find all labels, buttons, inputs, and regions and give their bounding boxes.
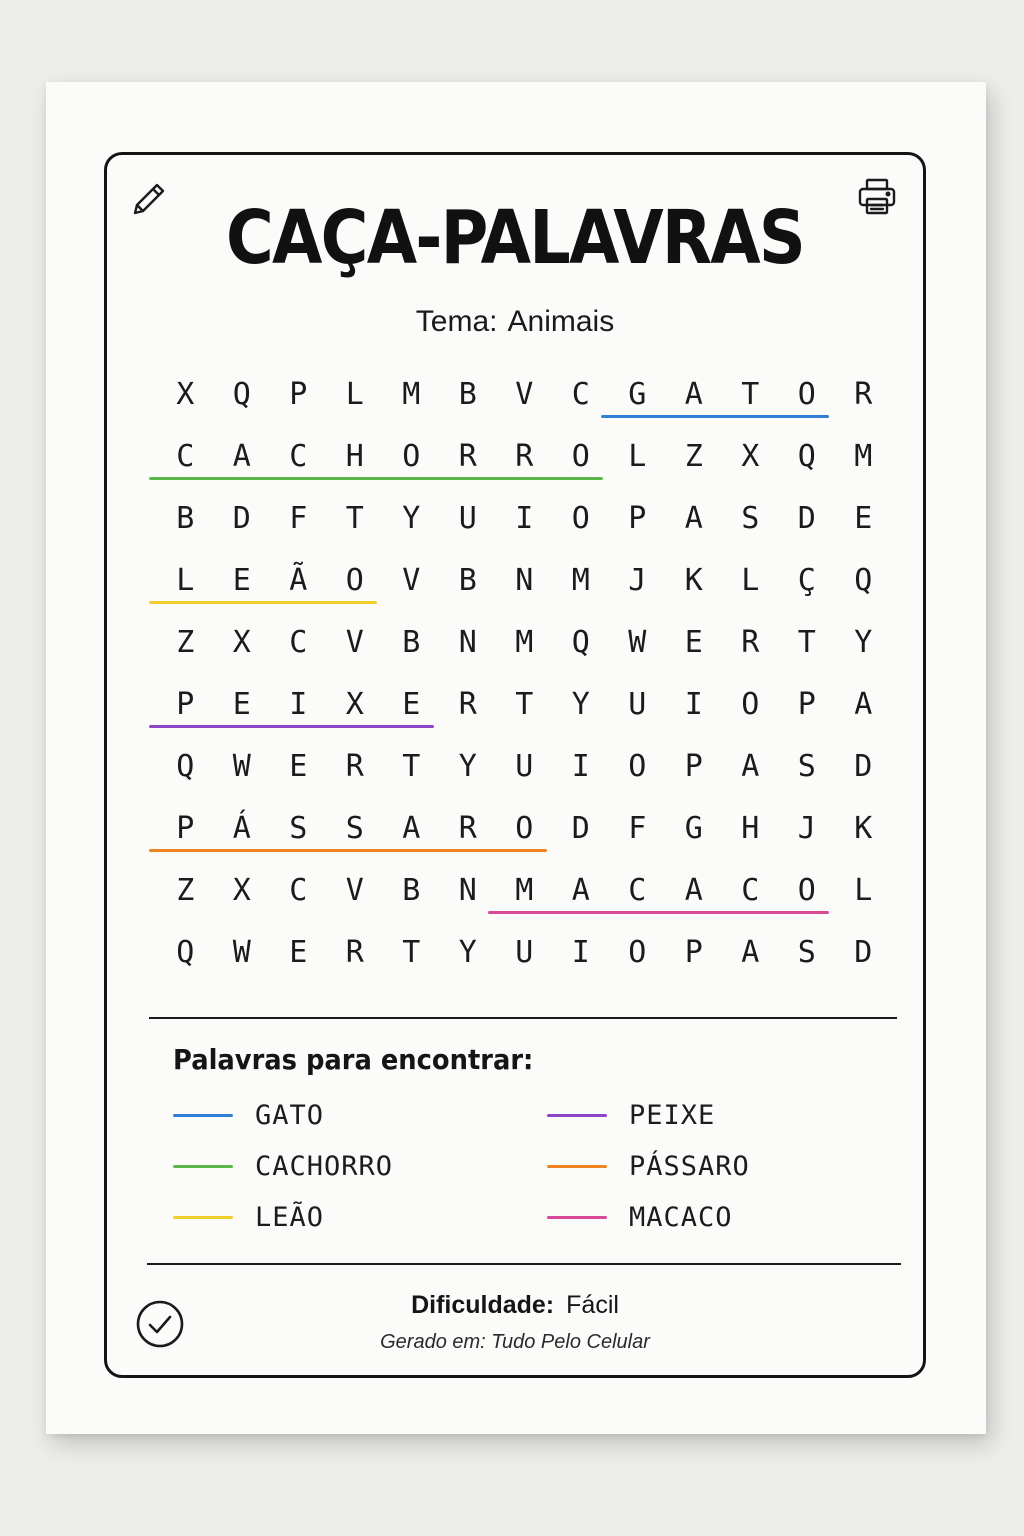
word-list-item xyxy=(173,1146,393,1186)
worksheet-paper xyxy=(46,82,986,1434)
grid-cell[interactable]: P xyxy=(684,748,703,784)
word-list-item xyxy=(173,1095,324,1135)
grid-cell[interactable]: E xyxy=(232,562,251,598)
grid-cell[interactable]: B xyxy=(402,624,421,660)
word-list-item xyxy=(173,1197,324,1237)
grid-cell[interactable]: Q xyxy=(176,748,195,784)
grid-cell[interactable]: T xyxy=(402,748,421,784)
grid-cell[interactable]: I xyxy=(515,500,534,536)
grid-cell[interactable]: Y xyxy=(854,624,873,660)
word-color-swatch xyxy=(547,1216,607,1219)
grid-cell[interactable]: Y xyxy=(571,686,590,722)
grid-cell[interactable]: E xyxy=(684,624,703,660)
grid-cell[interactable]: O xyxy=(515,810,534,846)
divider-bottom xyxy=(147,1263,901,1265)
grid-cell[interactable]: B xyxy=(176,500,195,536)
grid-cell[interactable]: Q xyxy=(854,562,873,598)
grid-cell[interactable]: Q xyxy=(176,934,195,970)
grid-cell[interactable]: L xyxy=(345,376,364,412)
grid-cell[interactable]: A xyxy=(684,500,703,536)
grid-cell[interactable]: A xyxy=(684,376,703,412)
grid-cell[interactable]: R xyxy=(458,686,477,722)
grid-row xyxy=(157,921,892,983)
grid-cell[interactable]: N xyxy=(458,872,477,908)
grid-cell[interactable]: Y xyxy=(458,748,477,784)
theme-value: Animais xyxy=(507,305,615,338)
grid-cell[interactable]: L xyxy=(741,562,760,598)
grid-cell[interactable]: P xyxy=(797,686,816,722)
grid-cell[interactable]: B xyxy=(458,562,477,598)
grid-cell[interactable]: O xyxy=(628,934,647,970)
grid-cell[interactable]: R xyxy=(345,934,364,970)
grid-cell[interactable]: U xyxy=(458,500,477,536)
word-list-item xyxy=(547,1146,750,1186)
grid-cell[interactable]: Y xyxy=(458,934,477,970)
grid-cell[interactable]: S xyxy=(797,748,816,784)
grid-cell[interactable]: B xyxy=(402,872,421,908)
generated-note: Gerado em: Tudo Pelo Celular xyxy=(380,1331,650,1353)
grid-cell[interactable]: U xyxy=(628,686,647,722)
grid-cell[interactable]: X xyxy=(232,872,251,908)
found-word-line xyxy=(601,415,829,418)
grid-cell[interactable]: S xyxy=(289,810,308,846)
grid-cell[interactable]: P xyxy=(628,500,647,536)
grid-cell[interactable]: I xyxy=(289,686,308,722)
grid-cell[interactable]: H xyxy=(345,438,364,474)
grid-cell[interactable]: Á xyxy=(232,810,251,846)
grid-cell[interactable]: D xyxy=(571,810,590,846)
grid-cell[interactable]: T xyxy=(515,686,534,722)
grid-cell[interactable]: J xyxy=(797,810,816,846)
found-word-line xyxy=(149,601,377,604)
grid-cell[interactable]: G xyxy=(628,376,647,412)
grid-cell[interactable]: P xyxy=(289,376,308,412)
grid-cell[interactable]: T xyxy=(797,624,816,660)
grid-cell[interactable]: A xyxy=(232,438,251,474)
grid-cell[interactable]: A xyxy=(571,872,590,908)
grid-cell[interactable]: D xyxy=(854,748,873,784)
word-list-item xyxy=(547,1197,733,1237)
grid-cell[interactable]: T xyxy=(402,934,421,970)
grid-cell[interactable]: X xyxy=(232,624,251,660)
grid-cell[interactable]: Q xyxy=(571,624,590,660)
divider-top xyxy=(149,1017,897,1019)
difficulty-value: Fácil xyxy=(566,1291,619,1319)
grid-cell[interactable]: O xyxy=(797,872,816,908)
word-list-title: Palavras para encontrar: xyxy=(173,1043,534,1076)
grid-cell[interactable]: O xyxy=(797,376,816,412)
grid-cell[interactable]: R xyxy=(458,810,477,846)
grid-cell[interactable]: P xyxy=(176,810,195,846)
grid-cell[interactable]: E xyxy=(289,934,308,970)
grid-cell[interactable]: C xyxy=(289,438,308,474)
grid-cell[interactable]: P xyxy=(684,934,703,970)
grid-cell[interactable]: A xyxy=(402,810,421,846)
grid-cell[interactable]: C xyxy=(289,872,308,908)
grid-cell[interactable]: U xyxy=(515,748,534,784)
grid-cell[interactable]: Z xyxy=(176,624,195,660)
grid-cell[interactable]: J xyxy=(628,562,647,598)
grid-cell[interactable]: A xyxy=(854,686,873,722)
word-color-swatch xyxy=(547,1114,607,1117)
letter-grid xyxy=(157,363,892,983)
grid-cell[interactable]: C xyxy=(289,624,308,660)
grid-cell[interactable]: O xyxy=(571,438,590,474)
grid-cell[interactable]: N xyxy=(458,624,477,660)
grid-cell[interactable]: H xyxy=(741,810,760,846)
grid-row xyxy=(157,735,892,797)
grid-cell[interactable]: L xyxy=(176,562,195,598)
grid-cell[interactable]: B xyxy=(458,376,477,412)
grid-cell[interactable]: K xyxy=(854,810,873,846)
grid-cell[interactable]: L xyxy=(854,872,873,908)
grid-cell[interactable]: E xyxy=(289,748,308,784)
grid-cell[interactable]: C xyxy=(741,872,760,908)
grid-cell[interactable]: I xyxy=(571,934,590,970)
grid-cell[interactable]: Ç xyxy=(797,562,816,598)
grid-cell[interactable]: A xyxy=(741,748,760,784)
grid-cell[interactable]: E xyxy=(854,500,873,536)
grid-cell[interactable]: D xyxy=(232,500,251,536)
difficulty-line xyxy=(107,1291,923,1320)
grid-cell[interactable]: O xyxy=(741,686,760,722)
grid-cell[interactable]: V xyxy=(515,376,534,412)
theme-line xyxy=(107,305,923,339)
word-text: PÁSSARO xyxy=(629,1150,750,1182)
grid-row xyxy=(157,487,892,549)
grid-cell[interactable]: P xyxy=(176,686,195,722)
word-list-item xyxy=(547,1095,715,1135)
grid-cell[interactable]: O xyxy=(628,748,647,784)
grid-cell[interactable]: F xyxy=(628,810,647,846)
grid-cell[interactable]: V xyxy=(402,562,421,598)
grid-cell[interactable]: V xyxy=(345,624,364,660)
grid-cell[interactable]: I xyxy=(684,686,703,722)
grid-cell[interactable]: Z xyxy=(176,872,195,908)
grid-cell[interactable]: O xyxy=(402,438,421,474)
grid-cell[interactable]: Q xyxy=(232,376,251,412)
grid-cell[interactable]: R xyxy=(345,748,364,784)
grid-cell[interactable]: A xyxy=(741,934,760,970)
found-word-line xyxy=(488,911,829,914)
grid-cell[interactable]: N xyxy=(515,562,534,598)
grid-cell[interactable]: X xyxy=(345,686,364,722)
grid-cell[interactable]: M xyxy=(515,624,534,660)
word-text: PEIXE xyxy=(629,1099,716,1131)
grid-cell[interactable]: C xyxy=(571,376,590,412)
difficulty-label: Dificuldade: xyxy=(411,1291,555,1319)
grid-cell[interactable]: T xyxy=(345,500,364,536)
grid-cell[interactable]: M xyxy=(515,872,534,908)
theme-label: Tema: xyxy=(415,305,498,338)
worksheet-frame xyxy=(104,152,926,1378)
grid-cell[interactable]: W xyxy=(232,748,251,784)
grid-cell[interactable]: Ã xyxy=(289,562,308,598)
grid-cell[interactable]: U xyxy=(515,934,534,970)
grid-row xyxy=(157,611,892,673)
grid-cell[interactable]: W xyxy=(232,934,251,970)
grid-cell[interactable]: O xyxy=(571,500,590,536)
grid-cell[interactable]: Y xyxy=(402,500,421,536)
grid-cell[interactable]: R xyxy=(515,438,534,474)
grid-cell[interactable]: A xyxy=(684,872,703,908)
grid-cell[interactable]: I xyxy=(571,748,590,784)
word-color-swatch xyxy=(547,1165,607,1168)
word-color-swatch xyxy=(173,1165,233,1168)
word-text: GATO xyxy=(255,1099,325,1131)
grid-cell[interactable]: G xyxy=(684,810,703,846)
word-text: LEÃO xyxy=(255,1201,325,1233)
grid-cell[interactable]: S xyxy=(741,500,760,536)
page-title: CAÇA-PALAVRAS xyxy=(226,195,804,281)
found-word-line xyxy=(149,725,434,728)
grid-cell[interactable]: M xyxy=(854,438,873,474)
grid-cell[interactable]: O xyxy=(345,562,364,598)
grid-cell[interactable]: X xyxy=(741,438,760,474)
grid-cell[interactable]: V xyxy=(345,872,364,908)
grid-cell[interactable]: L xyxy=(628,438,647,474)
grid-cell[interactable]: C xyxy=(176,438,195,474)
grid-cell[interactable]: X xyxy=(176,376,195,412)
grid-cell[interactable]: D xyxy=(854,934,873,970)
grid-cell[interactable]: R xyxy=(458,438,477,474)
found-word-line xyxy=(149,849,547,852)
grid-cell[interactable]: W xyxy=(628,624,647,660)
grid-cell[interactable]: F xyxy=(289,500,308,536)
grid-cell[interactable]: T xyxy=(741,376,760,412)
grid-cell[interactable]: Z xyxy=(684,438,703,474)
grid-cell[interactable]: E xyxy=(232,686,251,722)
grid-cell[interactable]: Q xyxy=(797,438,816,474)
grid-cell[interactable]: M xyxy=(571,562,590,598)
grid-cell[interactable]: R xyxy=(854,376,873,412)
grid-cell[interactable]: C xyxy=(628,872,647,908)
grid-cell[interactable]: K xyxy=(684,562,703,598)
grid-cell[interactable]: R xyxy=(741,624,760,660)
grid-cell[interactable]: M xyxy=(402,376,421,412)
word-text: CACHORRO xyxy=(255,1150,394,1182)
word-text: MACACO xyxy=(629,1201,733,1233)
grid-cell[interactable]: E xyxy=(402,686,421,722)
found-word-line xyxy=(149,477,603,480)
grid-cell[interactable]: D xyxy=(797,500,816,536)
word-color-swatch xyxy=(173,1216,233,1219)
word-color-swatch xyxy=(173,1114,233,1117)
grid-cell[interactable]: S xyxy=(345,810,364,846)
grid-cell[interactable]: S xyxy=(797,934,816,970)
